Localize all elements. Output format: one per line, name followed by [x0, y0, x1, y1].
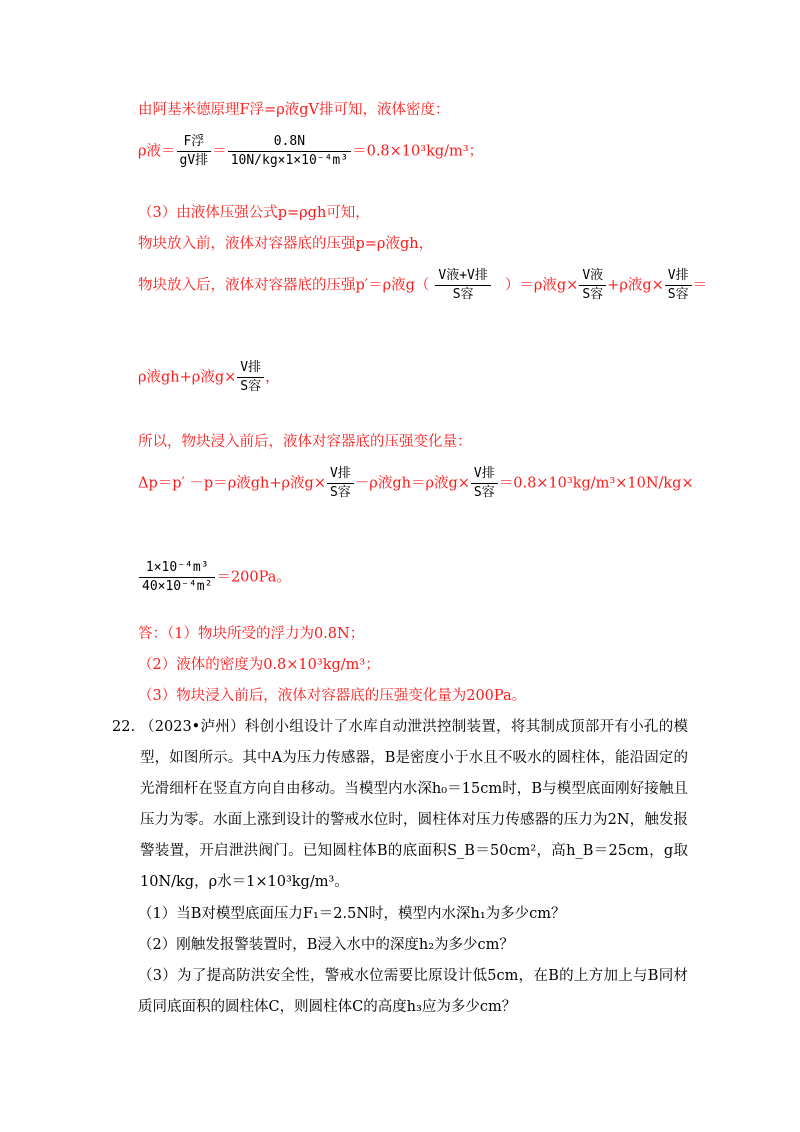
after-text-a: 物块放入后，液体对容器底的压强p′＝ρ液g（: [138, 277, 430, 294]
delta-text-a: Δp＝p′ －p＝ρ液gh+ρ液g×: [138, 475, 326, 492]
fraction-numerator: 0.8N: [228, 134, 351, 152]
density-fraction-2: [228, 134, 351, 169]
after-text-d: ＝: [692, 277, 708, 294]
fraction-numerator: V排: [327, 466, 354, 484]
fraction-numerator: V液: [579, 268, 606, 286]
after-fraction-2: [579, 268, 606, 303]
delta-text-c: ＝0.8×10³kg/m³×10N/kg×: [498, 475, 694, 492]
fraction-numerator: V排: [665, 268, 692, 286]
delta-text-b: －ρ液gh＝ρ液g×: [354, 475, 470, 492]
fraction-denominator: gV排: [179, 153, 209, 168]
fraction-denominator: S容: [240, 379, 262, 394]
sub-question-1: （1）当B对模型底面压力F₁＝2.5N时，模型内水深h₁为多少cm？: [138, 906, 566, 922]
after-fraction-1: [435, 268, 490, 303]
fraction-numerator: F浮: [177, 134, 212, 152]
answer-line-3: （3）物块浸入前后，液体对容器底的压强变化量为200Pa。: [138, 688, 527, 704]
solution-line-pressure-formula: （3）由液体压强公式p=ρgh可知，: [138, 205, 370, 221]
solution-line-delta: [138, 466, 694, 501]
solution-density-formula: [138, 134, 483, 169]
fraction-numerator: V液+V排: [435, 268, 490, 286]
solution-line-after-cont: [138, 360, 280, 395]
delta-result: ＝200Pa。: [216, 569, 291, 586]
after-cont-fraction: [237, 360, 264, 395]
question-stem: （2023•泸州）科创小组设计了水库自动泄洪控制装置，将其制成顶部开有小孔的模型，如图所示。其中A为压力传感器，B是密度小于水且不吸水的圆柱体，能沿固定的光滑细杆在竖直方向自由移动。当模型内水深h₀＝15cm时，B与模型底面刚好接触且压力为零。水面上涨到设计的警戒水位时，圆柱体对压力传感器的压力为2N，触发报警装置，开启泄洪阀门。已知圆柱体B的底面积S_B＝50cm²，高h_B＝25cm，g取10N/kg，ρ水＝1×10³kg/m³。: [140, 719, 688, 890]
density-fraction-1: [177, 134, 212, 169]
fraction-denominator: 10N/kg×1×10⁻⁴m³: [230, 153, 349, 168]
fraction-numerator: V排: [237, 360, 264, 378]
delta-fraction-1: [327, 466, 354, 501]
question-number: 22.: [112, 719, 136, 735]
fraction-numerator: V排: [471, 466, 498, 484]
fraction-denominator: S容: [329, 485, 351, 500]
solution-line-before: 物块放入前，液体对容器底的压强p=ρ液gh，: [138, 236, 434, 252]
equals-sign: ＝: [212, 143, 227, 160]
sub-question-3: （3）为了提高防洪安全性，警戒水位需要比原设计低5cm，在B的上方加上与B同材质同底面积的圆柱体C，则圆柱体C的高度h₃应为多少cm？: [138, 968, 688, 1015]
solution-line-change: 所以，物块浸入前后，液体对容器底的压强变化量：: [138, 434, 472, 450]
density-prefix: ρ液＝: [138, 143, 176, 160]
delta-cont-fraction: [139, 560, 215, 595]
density-result: ＝0.8×10³kg/m³；: [352, 143, 484, 160]
after-cont-comma: ，: [265, 369, 280, 386]
solution-line-delta-cont: [138, 560, 291, 595]
fraction-denominator: 40×10⁻⁴m²: [142, 579, 213, 594]
delta-fraction-2: [471, 466, 498, 501]
after-text-c: +ρ液g×: [607, 277, 664, 294]
after-text-b: ）＝ρ液g×: [504, 277, 579, 294]
sub-question-2: （2）刚触发报警装置时，B浸入水中的深度h₂为多少cm？: [138, 937, 514, 953]
solution-line-archimedes: 由阿基米德原理F浮=ρ液gV排可知，液体密度：: [138, 102, 450, 118]
answer-line-1: 答：（1）物块所受的浮力为0.8N；: [138, 626, 365, 642]
solution-line-after: [138, 268, 707, 303]
fraction-denominator: S容: [452, 287, 474, 302]
answer-line-2: （2）液体的密度为0.8×10³kg/m³；: [138, 657, 380, 673]
fraction-denominator: S容: [667, 287, 689, 302]
fraction-denominator: S容: [582, 287, 604, 302]
fraction-numerator: 1×10⁻⁴m³: [139, 560, 215, 578]
after-fraction-3: [665, 268, 692, 303]
after-cont-text: ρ液gh+ρ液g×: [138, 369, 237, 386]
fraction-denominator: S容: [473, 485, 495, 500]
